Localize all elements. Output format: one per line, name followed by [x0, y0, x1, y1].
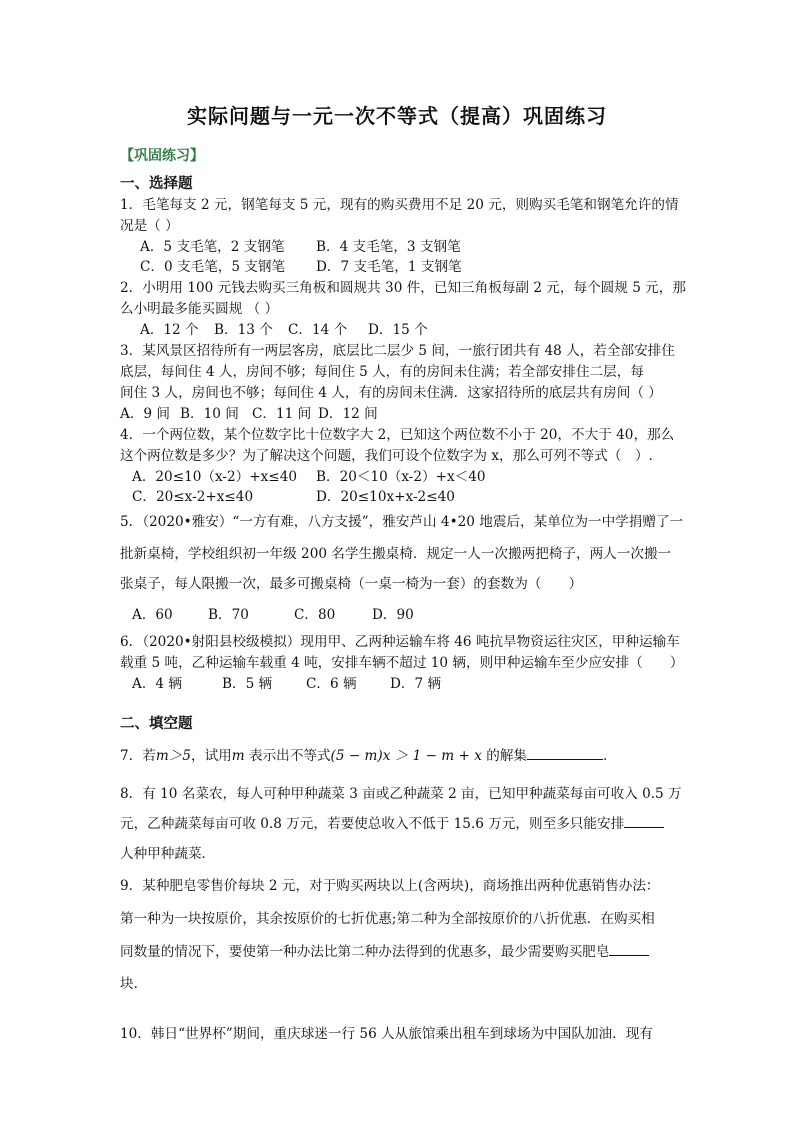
question-5-line-3: 张桌子，每人限搬一次，最多可搬桌椅（一桌一椅为一套）的套数为（ ）	[120, 576, 583, 592]
question-4-option-d: D．20≤10x+x-2≤40	[316, 489, 455, 505]
question-7-inequality: (5 − m)x ＞ 1 − m + x	[330, 748, 482, 764]
section-tag: 【巩固练习】	[120, 148, 204, 164]
question-4-line-2: 这个两位数是多少？为了解决这个问题，我们可设个位数字为 x，那么可列不等式（ ）.	[120, 448, 653, 464]
question-8-line-1: 8．有 10 名菜农，每人可种甲种蔬菜 3 亩或乙种蔬菜 2 亩，已知甲种蔬菜每亩可收入 0.5 万	[120, 786, 682, 802]
question-8-line-3: 人种甲种蔬菜．	[120, 846, 216, 862]
question-9-line-3-text: 同数量的情况下，要使第一种办法比第二种办法得到的优惠多，最少需要购买肥皂	[120, 944, 610, 960]
question-10-line-1: 10．韩日“世界杯”期间，重庆球迷一行 56 人从旅馆乘出租车到球场为中国队加油．现有	[120, 1026, 653, 1042]
question-5-line-2: 批新桌椅，学校组织初一年级 200 名学生搬桌椅．规定一人一次搬两把椅子，两人一次搬一	[120, 546, 672, 562]
question-7-answer-blank[interactable]	[527, 759, 603, 760]
question-3-line-3: 间住 3 人，房间也不够；每间住 4 人，有的房间未住满．这家招待所的底层共有房间（ ）	[120, 385, 662, 401]
question-7-variable: m	[231, 748, 245, 764]
question-5-line-1: 5．（2020•雅安）“一方有难，八方支援”，雅安芦山 4•20 地震后，某单位为一中学捐赠了一	[120, 514, 684, 530]
question-2-option-b: B．13 个	[214, 322, 273, 338]
question-7-prefix: 7．若	[120, 748, 156, 764]
question-7-end: .	[603, 748, 608, 764]
question-5-option-c: C．80	[294, 607, 336, 623]
question-6-option-b: B．5 辆	[222, 676, 273, 692]
question-8-line-2-text: 元，乙种蔬菜每亩可收 0.8 万元，若要使总收入不低于 15.6 万元，则至多只能安排	[120, 816, 625, 832]
question-2-option-d: D．15 个	[368, 322, 428, 338]
section-heading-choice: 一、选择题	[120, 175, 193, 192]
question-9-line-4: 块．	[120, 976, 148, 992]
question-5-option-b: B．70	[208, 607, 249, 623]
question-9-line-2: 第一种为一块按原价，其余按原价的七折优惠;第二种为全部按原价的八折优惠．在购买相	[120, 911, 655, 927]
question-5-option-a: A．60	[132, 607, 173, 623]
question-5-option-d: D．90	[372, 607, 414, 623]
question-6-line-2: 载重 5 吨，乙种运输车载重 4 吨，安排车辆不超过 10 辆，则甲种运输车至少应安排（ ）	[120, 655, 684, 671]
question-3-option-c: C．11 间	[252, 406, 312, 422]
question-2-line-1: 2．小明用 100 元钱去购买三角板和圆规共 30 件，已知三角板每副 2 元，每个圆规 5 元，那	[120, 280, 686, 296]
question-3-option-d: D．12 间	[318, 406, 378, 422]
question-1-option-d: D．7 支毛笔，1 支钢笔	[316, 259, 462, 275]
question-3-option-b: B．10 间	[180, 406, 239, 422]
question-1-line-1: 1．毛笔每支 2 元，钢笔每支 5 元，现有的购买费用不足 20 元，则购买毛笔和钢笔允许的情	[120, 197, 679, 213]
question-9-line-3	[120, 940, 680, 960]
question-2-option-a: A．12 个	[140, 322, 199, 338]
question-8-answer-blank[interactable]	[624, 827, 664, 828]
question-7-suffix: 的解集	[481, 748, 528, 764]
question-7-mid2: 表示出不等式	[244, 748, 331, 764]
question-1-line-2: 况是（ ）	[120, 218, 179, 234]
question-6-option-a: A．4 辆	[132, 676, 182, 692]
question-1-option-a: A．5 支毛笔，2 支钢笔	[140, 239, 285, 255]
question-3-option-a: A．9 间	[120, 406, 170, 422]
question-4-option-c: C．20≤x-2+x≤40	[132, 489, 254, 505]
question-4-line-1: 4．一个两位数，某个位数字比十位数字大 2，已知这个两位数不小于 20，不大于 40，那么	[120, 427, 675, 443]
question-9-line-1: 9．某种肥皂零售价每块 2 元，对于购买两块以上(含两块)，商场推出两种优惠销售办法：	[120, 878, 660, 894]
question-2-line-2: 么小明最多能买圆规 （ ）	[120, 301, 279, 317]
section-heading-fill: 二、填空题	[120, 715, 193, 732]
question-9-answer-blank[interactable]	[609, 955, 649, 956]
question-7	[120, 744, 680, 764]
question-6-line-1: 6．（2020•射阳县校级模拟）现用甲、乙两种运输车将 46 吨抗旱物资运往灾区，甲种运输车	[120, 634, 680, 650]
question-7-mid: ，试用	[190, 748, 232, 764]
page-title: 实际问题与一元一次不等式（提高）巩固练习	[187, 104, 607, 128]
question-2-option-c: C．14 个	[288, 322, 348, 338]
question-4-option-b: B．20＜10（x-2）+x＜40	[316, 469, 486, 485]
question-3-line-1: 3．某风景区招待所有一两层客房，底层比二层少 5 间，一旅行团共有 48 人，若全部安排住	[120, 343, 675, 359]
question-1-option-b: B．4 支毛笔，3 支钢笔	[316, 239, 461, 255]
question-3-line-2: 底层，每间住 4 人，房间不够；每间住 5 人，有的房间未住满；若全部安排住二层，每	[120, 364, 644, 380]
question-4-option-a: A．20≤10（x-2）+x≤40	[132, 469, 297, 485]
question-7-condition: m＞5	[155, 748, 191, 764]
question-8-line-2	[120, 812, 680, 832]
question-6-option-c: C．6 辆	[306, 676, 357, 692]
question-6-option-d: D．7 辆	[390, 676, 442, 692]
question-1-option-c: C．0 支毛笔，5 支钢笔	[140, 259, 286, 275]
